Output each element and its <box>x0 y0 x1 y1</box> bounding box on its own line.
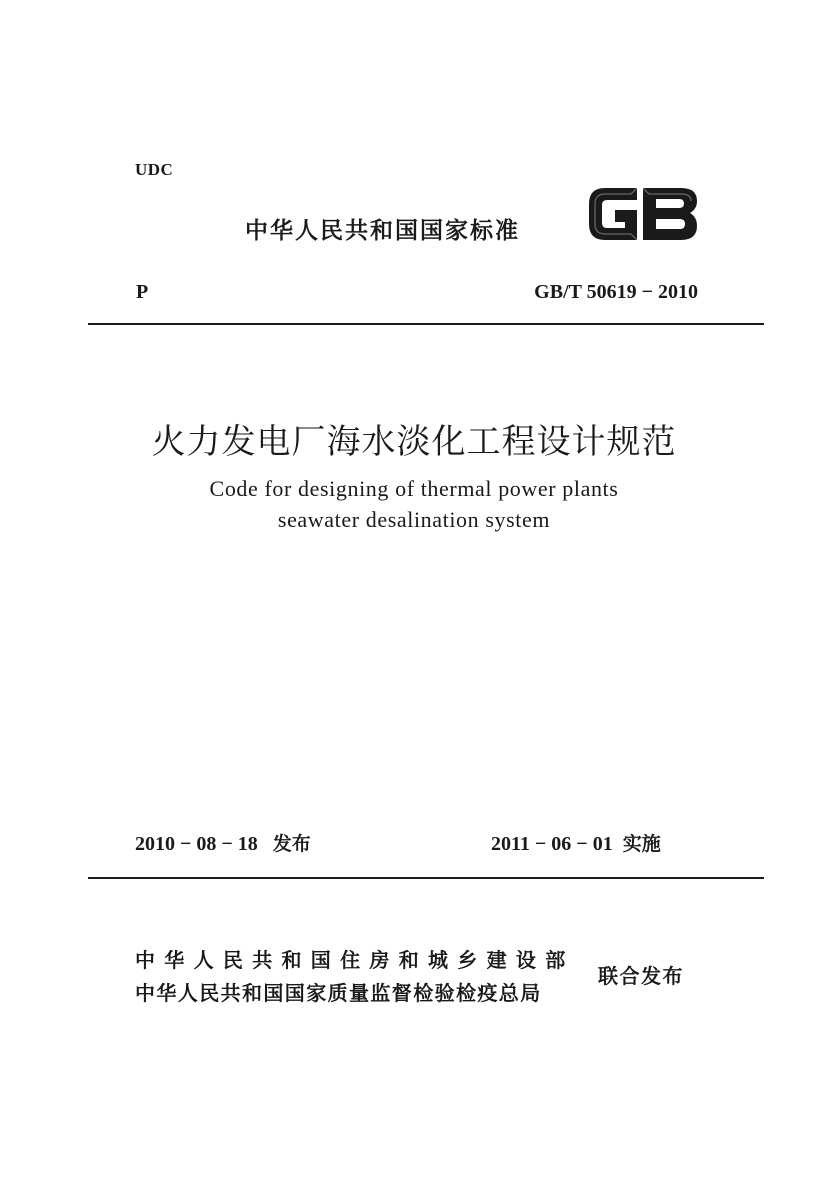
issuer-aqsiq: 中华人民共和国国家质量监督检验检疫总局 <box>135 981 542 1005</box>
effective-word: 实施 <box>622 833 661 855</box>
gb-logo-icon <box>585 182 701 246</box>
national-standard-heading: 中华人民共和国国家标准 <box>245 218 520 244</box>
issuer-ministry-housing: 中华人民共和国住房和城乡建设部 <box>135 948 575 972</box>
issue-word: 发布 <box>272 833 311 855</box>
top-divider <box>88 323 764 325</box>
title-english-line1: Code for designing of thermal power plants <box>209 476 619 501</box>
bottom-divider <box>88 877 764 879</box>
effective-date-block <box>491 829 661 856</box>
standard-number: GB/T 50619 − 2010 <box>534 281 698 303</box>
udc-label: UDC <box>135 160 174 179</box>
title-chinese: 火力发电厂海水淡化工程设计规范 <box>151 422 677 462</box>
title-english-line2: seawater desalination system <box>277 507 551 532</box>
issue-date: 2010 − 08 − 18 <box>135 833 258 855</box>
effective-date: 2011 − 06 − 01 <box>491 833 613 855</box>
classification-code: P <box>136 281 149 303</box>
joint-issue-label: 联合发布 <box>598 964 684 988</box>
issue-date-block <box>135 829 311 856</box>
